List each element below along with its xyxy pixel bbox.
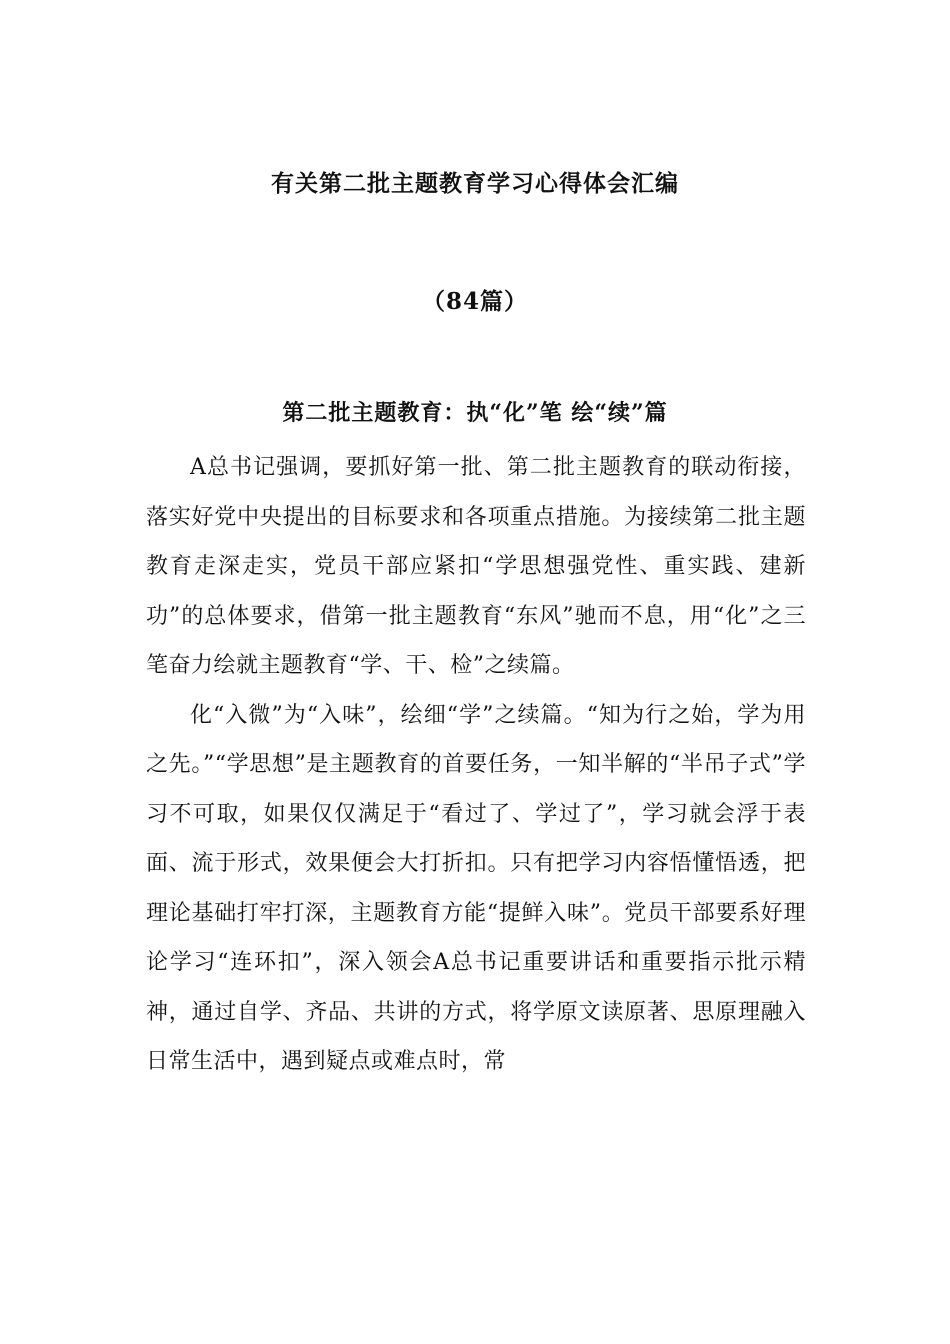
article-count: （84篇） — [421, 288, 528, 315]
section-heading: 第二批主题教育：执“化”笔 绘“续”篇 — [282, 400, 668, 426]
paragraph: A总书记强调，要抓好第一批、第二批主题教育的联动衔接，落实好党中央提出的目标要求和各项重点措施。为接续第二批主题教育走深走实，党员干部应紧扣“学思想强党性、重实践、建新功”的总体要求，借第一批主题教育“东风”驰而不息，用“化”之三笔奋力绘就主题教育“学、干、检”之续篇。 — [146, 455, 806, 678]
paragraph: 化“入微”为“入味”，绘细“学”之续篇。“知为行之始，学为用之先。”“学思想”是主题教育的首要任务，一知半解的“半吊子式”学习不可取，如果仅仅满足于“看过了、学过了”，学习就会浮于表面、流于形式，效果便会大打折扣。只有把学习内容悟懂悟透，把理论基础打牢打深，主题教育方能“提鲜入味”。党员干部要系好理论学习“连环扣”，深入领会A总书记重要讲话和重要指示批示精神，通过自学、齐品、共讲的方式，将学原文读原著、思原理融入日常生活中，遇到疑点或难点时，常 — [146, 702, 806, 1074]
document-title: 有关第二批主题教育学习心得体会汇编 — [271, 170, 679, 197]
section-body — [146, 443, 806, 1087]
